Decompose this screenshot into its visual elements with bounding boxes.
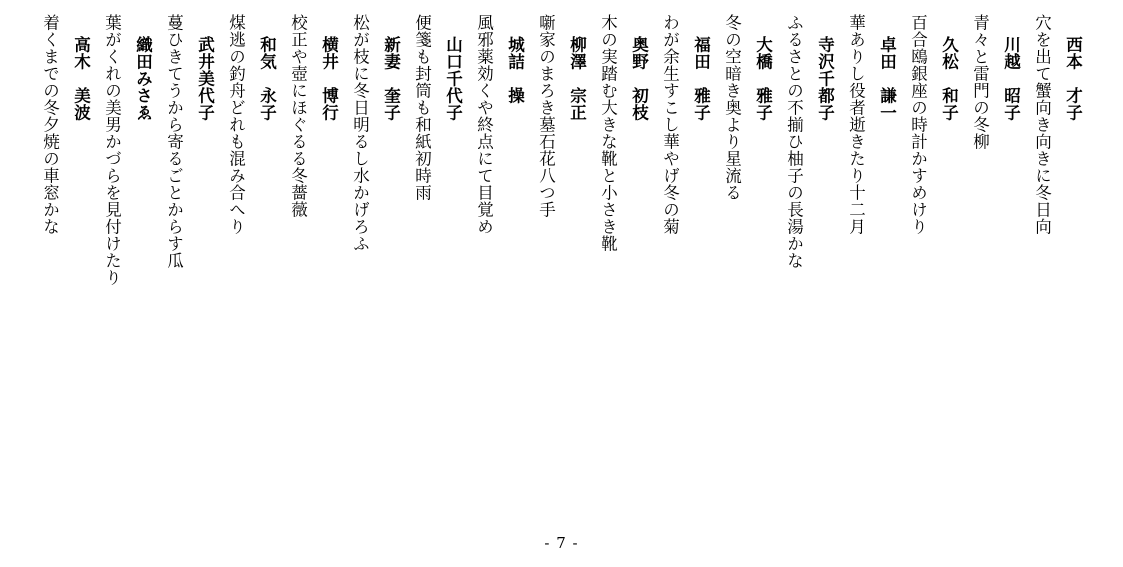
haiku-text: 校正や壺にほぐるる冬薔薇 [288, 14, 308, 218]
page-number: - 7 - [544, 534, 579, 552]
haiku-text: ふるさとの不揃ひ柚子の長湯かな [784, 14, 804, 269]
haiku-text: 着くまでの冬夕焼の車窓かな [40, 14, 60, 235]
haiku-text: 噺家のまろき墓石花八つ手 [536, 14, 556, 218]
author-name: 卓田 謙一 [877, 36, 897, 121]
haiku-text: 松が枝に冬日明るし水かげろふ [350, 14, 370, 252]
author-name: 武井美代子 [195, 36, 215, 121]
haiku-text: 冬の空暗き奥より星流る [722, 14, 742, 201]
author-name: 大橋 雅子 [753, 36, 773, 121]
haiku-text: 葉がくれの美男かづらを見付けたり [102, 14, 122, 286]
haiku-text: 煤逃の釣舟どれも混み合へり [226, 14, 246, 235]
author-name: 柳澤 宗正 [567, 36, 587, 121]
haiku-text: 青々と雷門の冬柳 [970, 14, 990, 150]
author-name: 奥野 初枝 [629, 36, 649, 121]
author-name: 横井 博行 [319, 36, 339, 121]
haiku-text: わが余生すこし華やげ冬の菊 [660, 14, 680, 235]
haiku-text: 華ありし役者逝きたり十二月 [846, 14, 866, 235]
haiku-text: 木の実踏む大きな靴と小さき靴 [598, 14, 618, 252]
haiku-text: 風邪薬効くや終点にて目覚め [474, 14, 494, 235]
haiku-text: 便箋も封筒も和紙初時雨 [412, 14, 432, 201]
haiku-text: 百合鴎銀座の時計かすめけり [908, 14, 928, 235]
author-name: 福田 雅子 [691, 36, 711, 121]
author-name: 久松 和子 [939, 36, 959, 121]
author-name: 城詰 操 [505, 36, 525, 104]
author-name: 和気 永子 [257, 36, 277, 121]
author-name: 織田みさゑ [133, 36, 153, 121]
author-name: 山口千代子 [443, 36, 463, 121]
author-name: 高木 美波 [71, 36, 91, 121]
haiku-text: 穴を出て蟹向き向きに冬日向 [1032, 14, 1052, 235]
author-name: 川越 昭子 [1001, 36, 1021, 121]
author-name: 新妻 奎子 [381, 36, 401, 121]
author-name: 西本 才子 [1063, 36, 1083, 121]
author-name: 寺沢千都子 [815, 36, 835, 121]
haiku-text: 蔓ひきてうから寄るごとからす瓜 [164, 14, 184, 269]
